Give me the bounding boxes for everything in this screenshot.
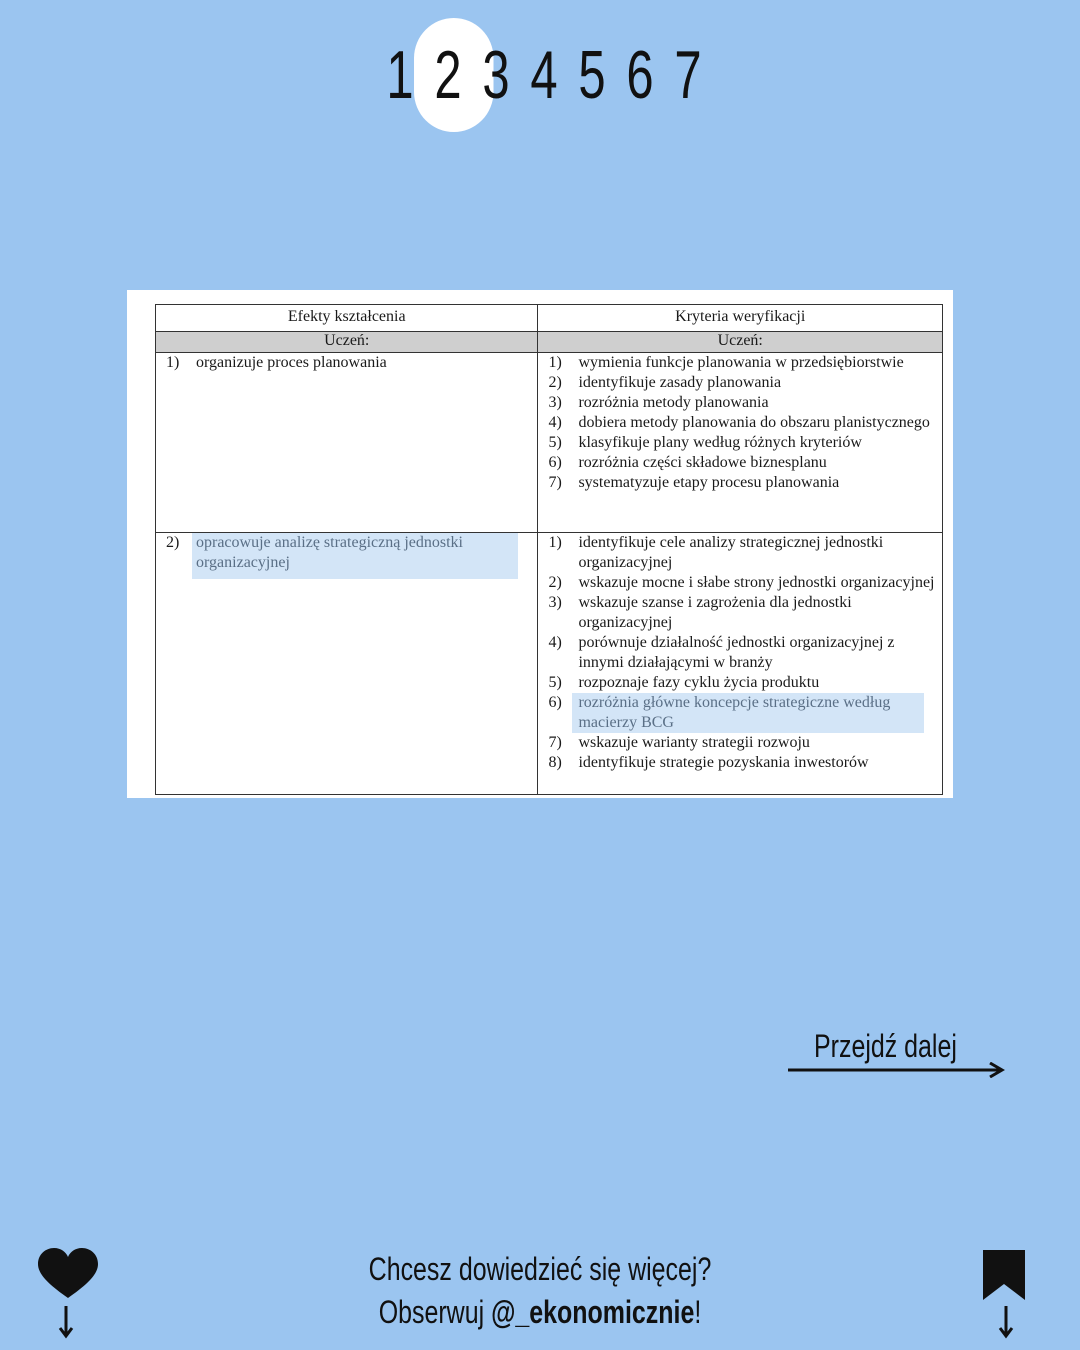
- criteria-number: 4): [548, 634, 562, 651]
- criteria-number: 2): [548, 374, 562, 391]
- criteria-text: dobiera metody planowania do obszaru planistycznego: [578, 414, 930, 431]
- criteria-item: [538, 673, 942, 693]
- arrow-right-icon: [788, 1062, 1008, 1078]
- effect-cell: [156, 533, 538, 795]
- page-number-2[interactable]: 2: [431, 30, 466, 120]
- criteria-text: wskazuje warianty strategii rozwoju: [578, 734, 810, 751]
- criteria-number: 6): [548, 454, 562, 471]
- subheader-student: Uczeń:: [156, 332, 538, 353]
- criteria-number: 3): [548, 594, 562, 611]
- criteria-number: 2): [548, 574, 562, 591]
- table-row: [156, 533, 943, 795]
- footer-exclamation: !: [694, 1294, 702, 1330]
- next-link[interactable]: [788, 1028, 1008, 1084]
- bookmark-icon: [980, 1248, 1030, 1340]
- page-number-3[interactable]: 3: [482, 37, 510, 113]
- criteria-number: 6): [548, 694, 562, 711]
- document-screenshot: [127, 290, 953, 798]
- criteria-text: klasyfikuje plany według różnych kryteriów: [578, 434, 862, 451]
- next-label: Przejdź dalej: [814, 1028, 957, 1064]
- criteria-text: identyfikuje strategie pozyskania inwestorów: [578, 754, 869, 771]
- criteria-item: [538, 433, 942, 453]
- pagination: [376, 30, 712, 120]
- criteria-number: 8): [548, 754, 562, 771]
- criteria-text: wymienia funkcje planowania w przedsiębiorstwie: [578, 354, 904, 371]
- page-number-5[interactable]: 5: [578, 37, 606, 113]
- column-header-criteria: Kryteria weryfikacji: [538, 305, 943, 332]
- column-header-effects: Efekty kształcenia: [156, 305, 538, 332]
- criteria-item: [538, 353, 942, 373]
- footer-line-1: Chcesz dowiedzieć się więcej?: [368, 1251, 712, 1287]
- criteria-number: 5): [548, 434, 562, 451]
- page-number-4[interactable]: 4: [530, 37, 558, 113]
- criteria-number: 3): [548, 394, 562, 411]
- subheader-student: Uczeń:: [538, 332, 943, 353]
- criteria-text: rozróżnia części składowe biznesplanu: [578, 454, 827, 471]
- criteria-text: wskazuje szanse i zagrożenia dla jednostki organizacyjnej: [578, 594, 852, 631]
- criteria-number: 4): [548, 414, 562, 431]
- criteria-text: porównuje działalność jednostki organizacyjnej z innymi działającymi w branży: [578, 634, 895, 671]
- criteria-item: [538, 693, 942, 733]
- heart-icon: [38, 1248, 98, 1340]
- criteria-text: systematyzuje etapy procesu planowania: [578, 474, 840, 491]
- criteria-number: 7): [548, 474, 562, 491]
- criteria-item: [538, 473, 942, 493]
- table-row: [156, 353, 943, 533]
- criteria-item: [538, 413, 942, 433]
- page-number-6[interactable]: 6: [626, 37, 654, 113]
- footer-follow-text: Obserwuj: [378, 1294, 492, 1330]
- criteria-cell: [538, 353, 943, 533]
- criteria-item: [538, 393, 942, 413]
- account-handle[interactable]: @_ekonomicznie: [491, 1294, 695, 1330]
- footer-line-2: [306, 1291, 774, 1334]
- criteria-number: 1): [548, 534, 562, 551]
- criteria-text: rozpoznaje fazy cyklu życia produktu: [578, 674, 820, 691]
- effect-number: 1): [166, 354, 180, 371]
- criteria-table: [155, 304, 943, 795]
- criteria-number: 1): [548, 354, 562, 371]
- criteria-text: identyfikuje cele analizy strategicznej jednostki organizacyjnej: [578, 534, 884, 571]
- criteria-item: [538, 753, 942, 773]
- criteria-item: [538, 573, 942, 593]
- criteria-text: identyfikuje zasady planowania: [578, 374, 782, 391]
- effect-number: 2): [166, 534, 180, 551]
- criteria-item: [538, 533, 942, 573]
- criteria-item: [538, 593, 942, 633]
- criteria-text: wskazuje mocne i słabe strony jednostki organizacyjnej: [578, 574, 935, 591]
- criteria-number: 7): [548, 734, 562, 751]
- effect-cell: [156, 353, 538, 533]
- page-number-1[interactable]: 1: [386, 37, 414, 113]
- page-number-7[interactable]: 7: [674, 37, 702, 113]
- criteria-number: 5): [548, 674, 562, 691]
- criteria-item: [538, 733, 942, 753]
- effect-text: opracowuje analizę strategiczną jednostki organizacyjnej: [192, 533, 518, 579]
- criteria-item: [538, 373, 942, 393]
- criteria-text: rozróżnia metody planowania: [578, 394, 769, 411]
- criteria-text: rozróżnia główne koncepcje strategiczne według macierzy BCG: [572, 693, 924, 733]
- criteria-item: [538, 453, 942, 473]
- like-button[interactable]: [38, 1248, 98, 1345]
- save-button[interactable]: [980, 1248, 1030, 1345]
- footer-call-to-action: [240, 1248, 840, 1334]
- criteria-item: [538, 633, 942, 673]
- criteria-cell: [538, 533, 943, 795]
- effect-text: organizuje proces planowania: [196, 354, 387, 371]
